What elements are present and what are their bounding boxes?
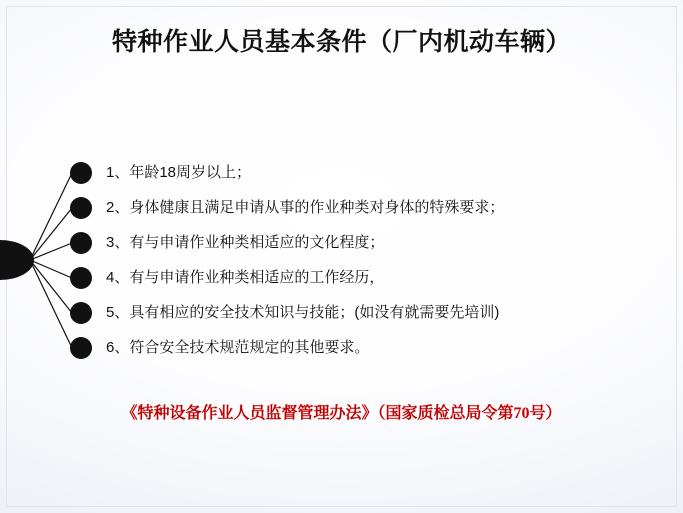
bullet-icon [70, 232, 92, 254]
list-item [70, 162, 251, 184]
list-item-label: 5、具有相应的安全技术知识与技能；(如没有就需要先培训) [106, 303, 500, 321]
list-item [70, 197, 504, 219]
bullet-icon [70, 337, 92, 359]
list-item [70, 302, 499, 324]
list-item [70, 232, 384, 254]
bullet-icon [70, 162, 92, 184]
list-item-label: 6、符合安全技术规范规定的其他要求。 [106, 338, 370, 356]
list-item [70, 337, 369, 359]
list-item-label: 4、有与申请作业种类相适应的工作经历， [106, 268, 385, 286]
list-item [70, 267, 384, 289]
list-item-label: 1、年龄18周岁以上； [106, 163, 252, 181]
bullet-icon [70, 197, 92, 219]
bullet-icon [70, 267, 92, 289]
radial-diagram [0, 150, 683, 380]
hub-shape [0, 240, 34, 280]
list-item-label: 2、身体健康且满足申请从事的作业种类对身体的特殊要求； [106, 198, 505, 216]
list-item-label: 3、有与申请作业种类相适应的文化程度； [106, 233, 385, 251]
page-title: 特种作业人员基本条件（厂内机动车辆） [111, 28, 571, 56]
bullet-icon [70, 302, 92, 324]
source-footnote: 《特种设备作业人员监督管理办法》（国家质检总局令第70号） [121, 405, 562, 422]
diagram-hub [0, 240, 34, 280]
